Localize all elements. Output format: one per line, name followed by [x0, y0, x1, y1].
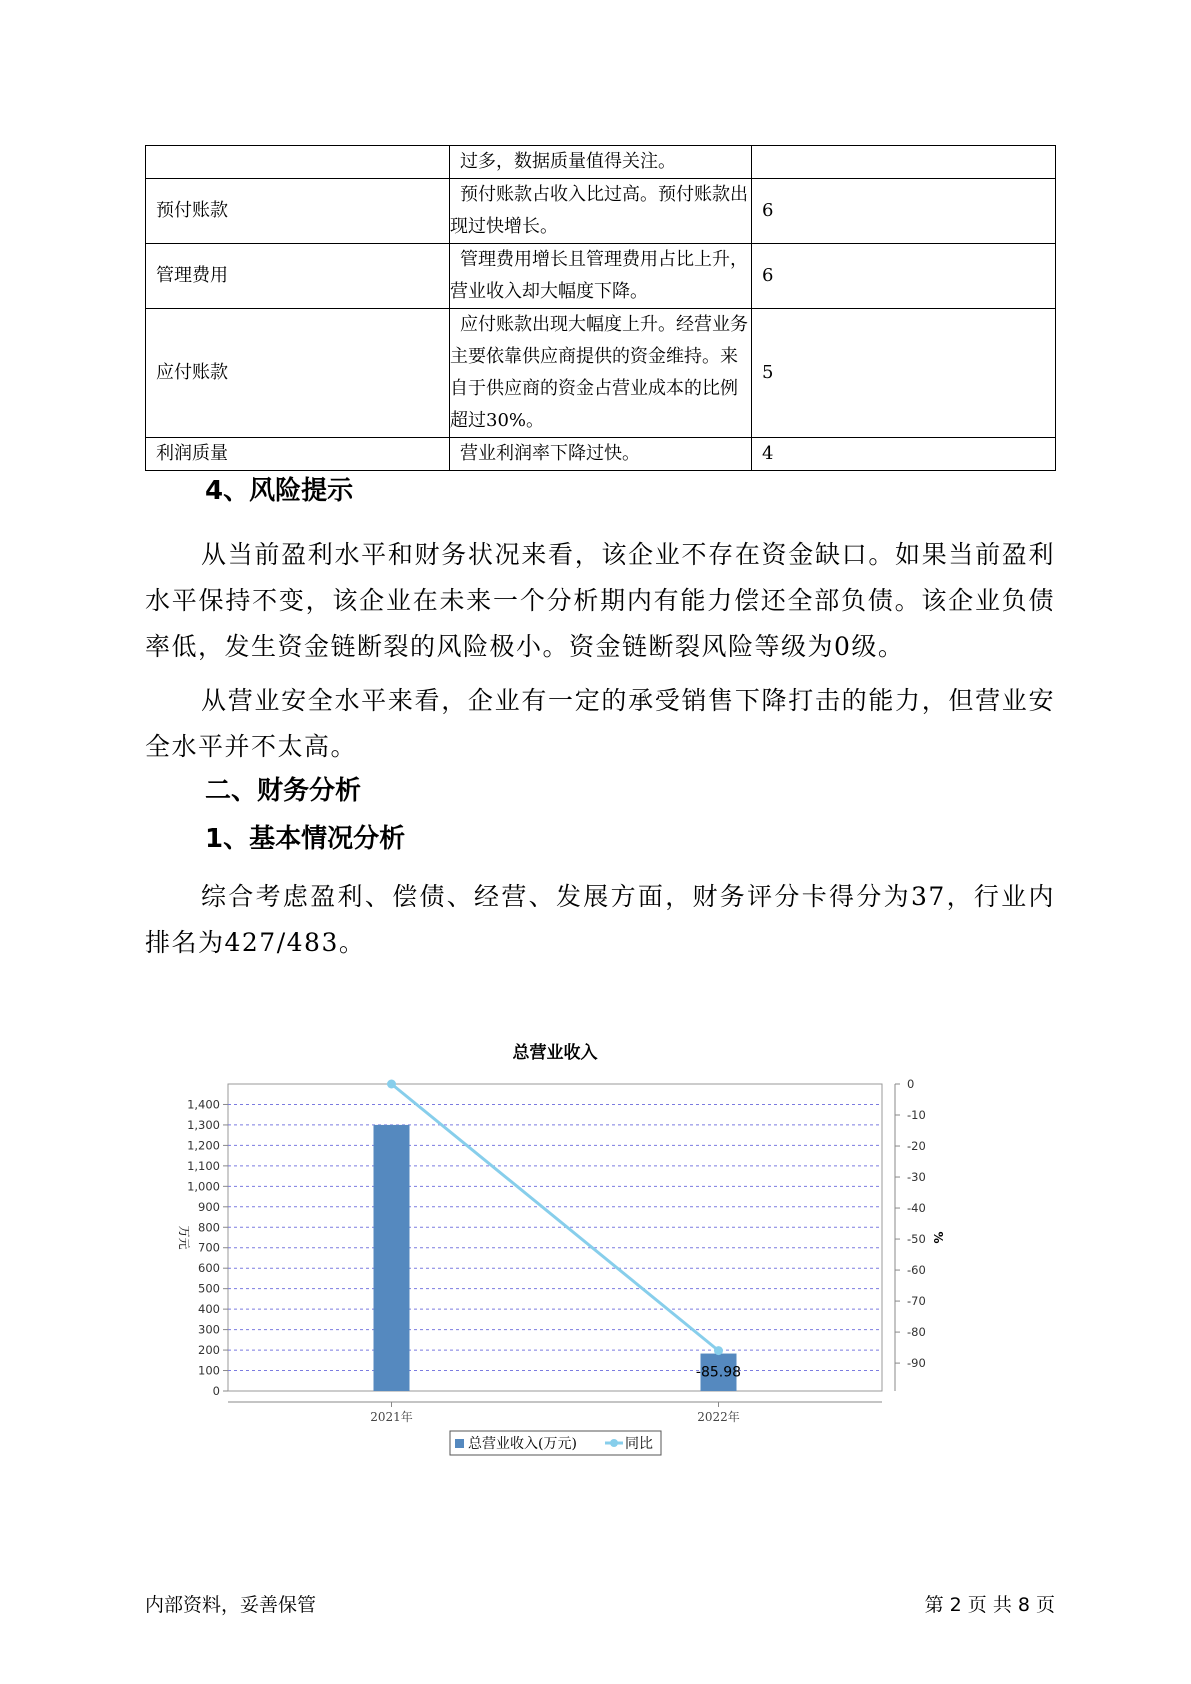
risk-score-cell: 5 — [752, 309, 1056, 438]
left-tick-label: 0 — [212, 1384, 220, 1398]
line-point — [714, 1346, 723, 1355]
risk-score-cell — [752, 146, 1056, 179]
table-row — [146, 179, 1056, 244]
bar — [374, 1125, 410, 1391]
right-tick-label: -80 — [907, 1325, 926, 1340]
table-row — [146, 438, 1056, 471]
line-point — [387, 1080, 396, 1089]
right-tick-label: -20 — [907, 1139, 926, 1154]
basic-analysis-heading: 1、基本情况分析 — [205, 824, 406, 854]
risk-score-cell: 6 — [752, 179, 1056, 244]
left-tick-label: 1,000 — [187, 1179, 220, 1194]
x-tick-label: 2021年 — [370, 1410, 413, 1424]
risk-heading: 4、风险提示 — [205, 476, 354, 506]
left-tick-label: 800 — [198, 1220, 220, 1235]
legend-bar-swatch — [455, 1439, 464, 1448]
footer-confidential: 内部资料，妥善保管 — [145, 1594, 317, 1616]
left-tick-label: 700 — [198, 1240, 220, 1255]
legend-line-label: 同比 — [625, 1436, 653, 1452]
risk-desc-cell: 过多，数据质量值得关注。 — [450, 146, 752, 179]
risk-score-cell: 6 — [752, 244, 1056, 309]
table-row — [146, 146, 1056, 179]
risk-desc-cell: 应付账款出现大幅度上升。经营业务主要依靠供应商提供的资金维持。来自于供应商的资金占营业成本的比例超过30%。 — [450, 309, 752, 438]
legend-bar-label: 总营业收入(万元) — [468, 1436, 577, 1452]
financial-analysis-heading: 二、财务分析 — [205, 776, 362, 806]
left-tick-label: 1,300 — [187, 1117, 220, 1132]
left-tick-label: 200 — [198, 1343, 220, 1358]
risk-desc-cell: 营业利润率下降过快。 — [450, 438, 752, 471]
left-tick-label: 1,100 — [187, 1158, 220, 1173]
left-tick-label: 1,200 — [187, 1138, 220, 1153]
right-tick-label: -50 — [907, 1232, 926, 1247]
chart-title: 总营业收入 — [512, 1043, 598, 1063]
left-tick-label: 500 — [198, 1281, 220, 1296]
right-tick-label: -70 — [907, 1294, 926, 1309]
table-row — [146, 309, 1056, 438]
right-tick-label: -30 — [907, 1170, 926, 1185]
risk-score-cell: 4 — [752, 438, 1056, 471]
risk-paragraph-1: 从当前盈利水平和财务状况来看，该企业不存在资金缺口。如果当前盈利水平保持不变，该企业在未来一个分析期内有能力偿还全部负债。该企业负债率低，发生资金链断裂的风险极小。资金链断裂风险等级为0级。 — [145, 540, 1055, 661]
revenue-chart — [170, 1043, 990, 1520]
x-tick-label: 2022年 — [697, 1410, 740, 1424]
left-tick-label: 300 — [198, 1322, 220, 1337]
left-tick-label: 1,400 — [187, 1097, 220, 1112]
risk-paragraph-2: 从营业安全水平来看，企业有一定的承受销售下降打击的能力，但营业安全水平并不太高。 — [145, 686, 1055, 761]
risk-item-cell: 利润质量 — [146, 438, 450, 471]
left-tick-label: 900 — [198, 1199, 220, 1214]
plot-area — [228, 1084, 882, 1391]
risk-item-cell — [146, 146, 450, 179]
y-axis-right-label: % — [931, 1231, 945, 1244]
legend-line-marker — [610, 1439, 618, 1447]
table-row — [146, 244, 1056, 309]
y-axis-label: 万元 — [177, 1225, 191, 1250]
data-label: -85.98 — [695, 1364, 742, 1381]
risk-desc-cell: 预付账款占收入比过高。预付账款出现过快增长。 — [450, 179, 752, 244]
right-tick-label: -60 — [907, 1263, 926, 1278]
right-tick-label: -10 — [907, 1108, 926, 1123]
risk-item-cell: 应付账款 — [146, 309, 450, 438]
right-tick-label: -90 — [907, 1356, 926, 1371]
risk-table — [145, 145, 1056, 471]
left-tick-label: 400 — [198, 1302, 220, 1317]
right-tick-label: -40 — [907, 1201, 926, 1216]
basic-analysis-paragraph: 综合考虑盈利、偿债、经营、发展方面，财务评分卡得分为37，行业内排名为427/483。 — [145, 882, 1055, 957]
risk-item-cell: 预付账款 — [146, 179, 450, 244]
footer-page-number: 第 2 页 共 8 页 — [924, 1594, 1055, 1616]
line-series — [392, 1084, 719, 1351]
left-tick-label: 600 — [198, 1261, 220, 1276]
left-tick-label: 100 — [198, 1363, 220, 1378]
right-tick-label: 0 — [907, 1077, 915, 1091]
risk-desc-cell: 管理费用增长且管理费用占比上升，营业收入却大幅度下降。 — [450, 244, 752, 309]
risk-item-cell: 管理费用 — [146, 244, 450, 309]
